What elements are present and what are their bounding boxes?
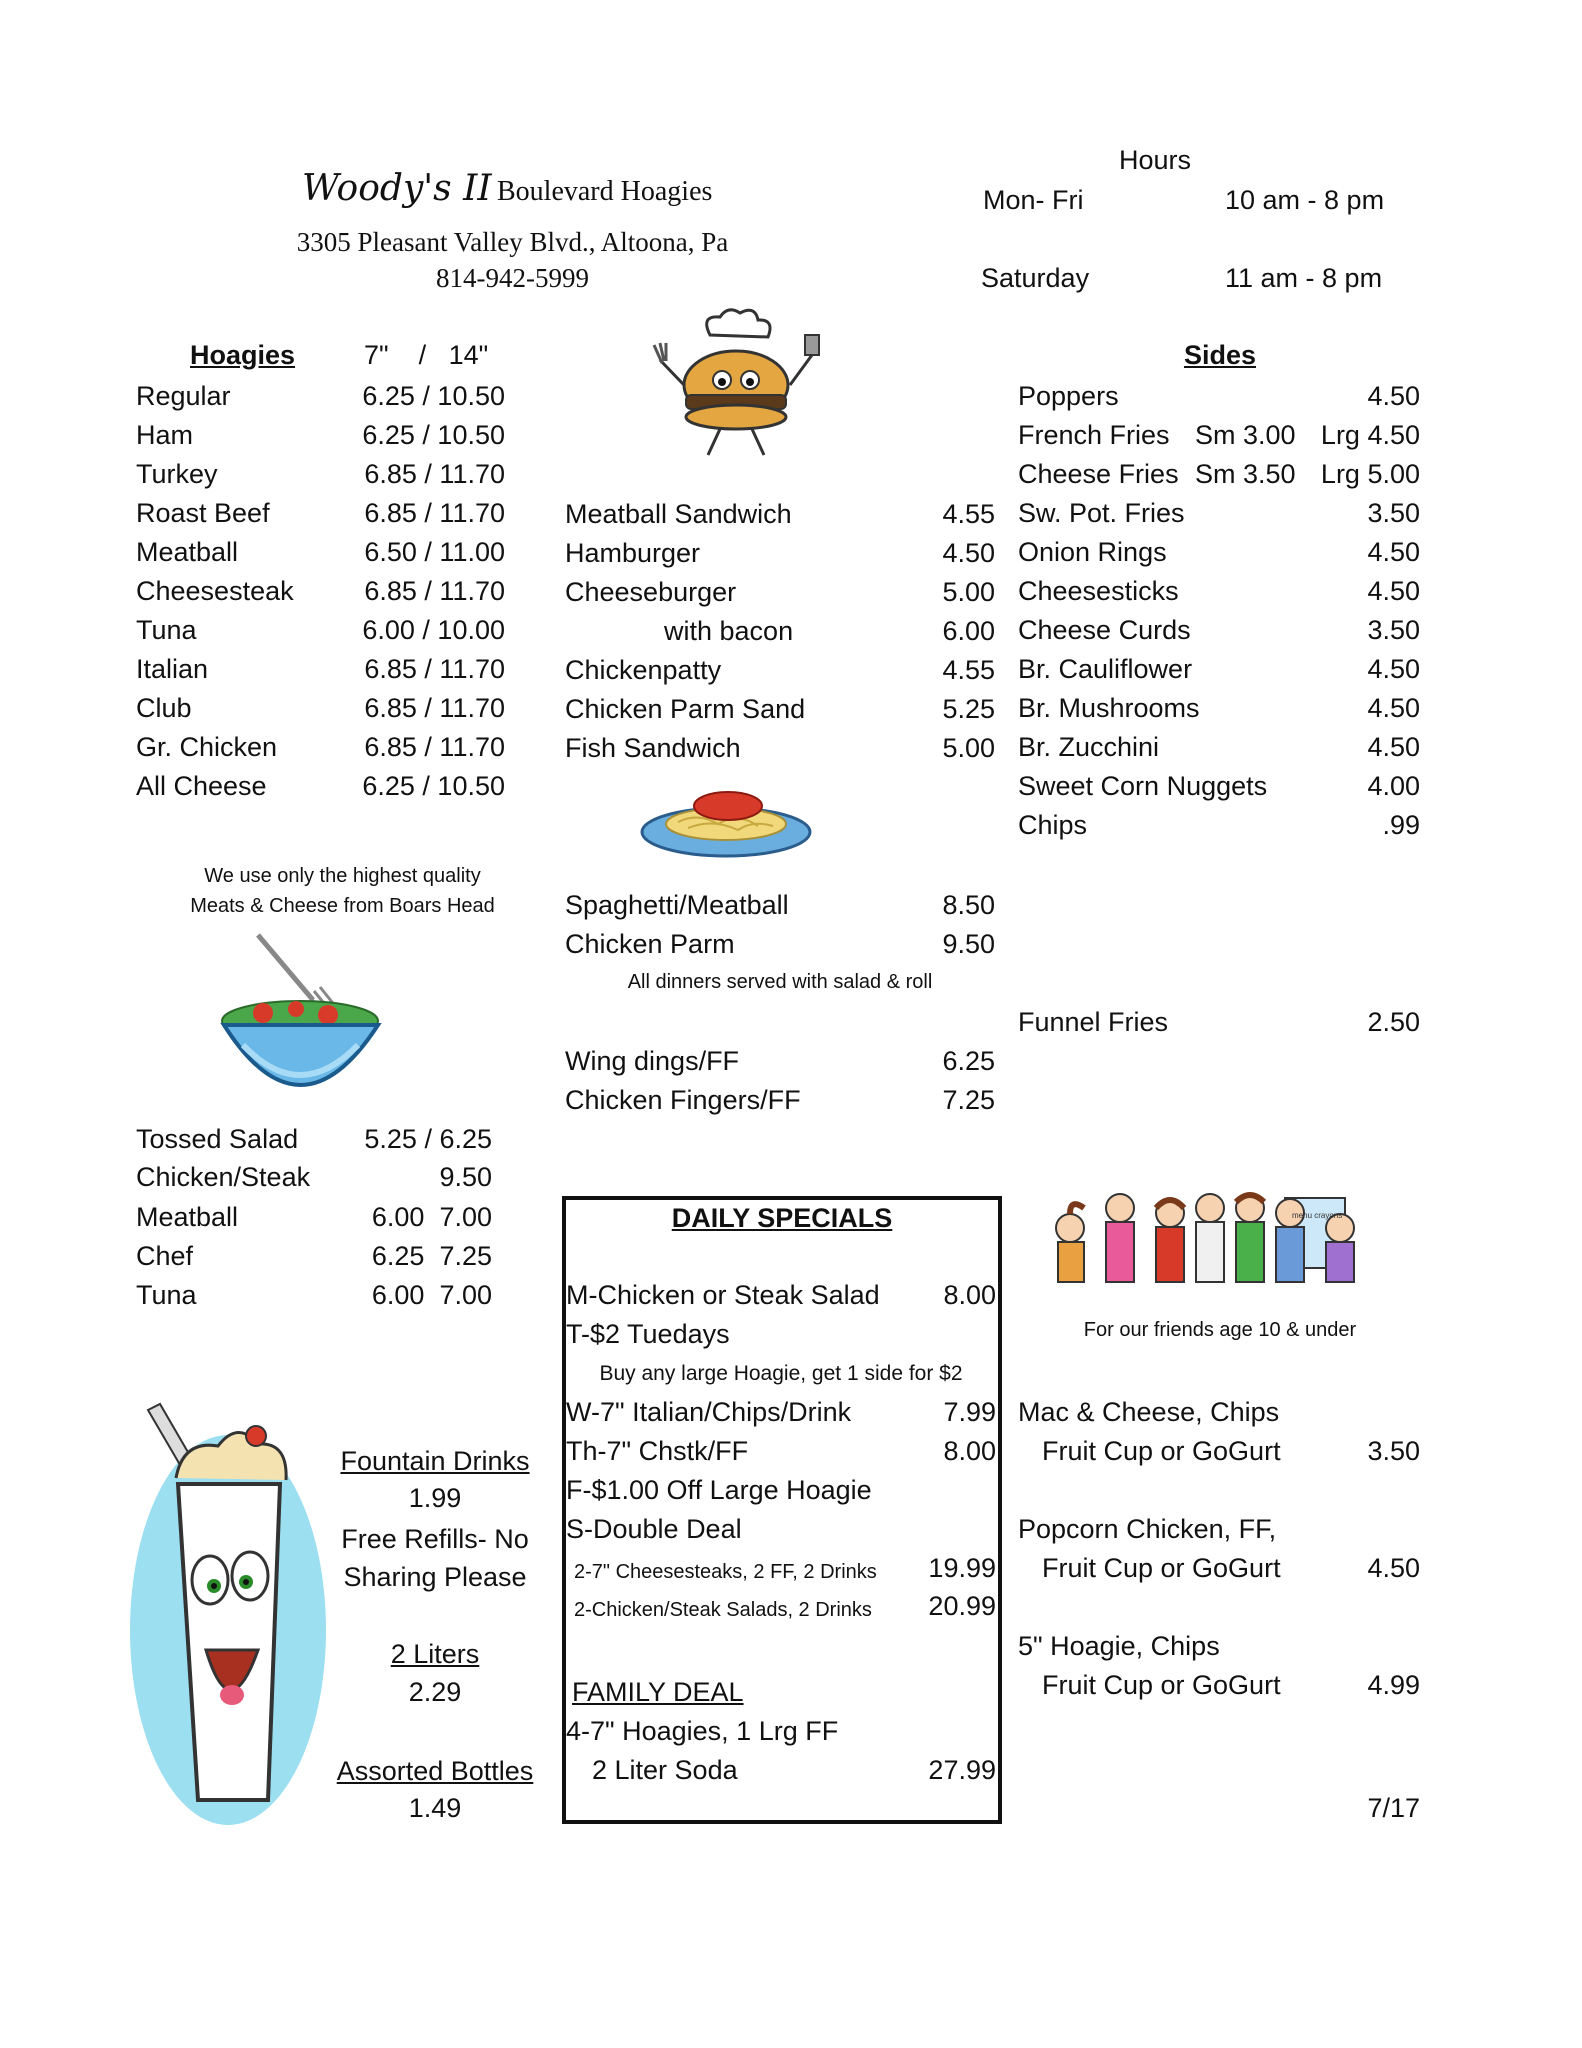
hoagie-item-price: 6.85 / 11.70 [364,693,505,723]
kids-meal-price: 4.99 [1367,1670,1420,1700]
side-item-name: Poppers [1018,381,1119,411]
hours-days-saturday: Saturday [981,263,1090,293]
special-saturday-deal2-name: 2-Chicken/Steak Salads, 2 Drinks [574,1599,872,1621]
hours-title: Hours [1118,145,1192,175]
special-saturday: S-Double Deal [566,1514,742,1544]
hoagie-item-price: 6.85 / 11.70 [364,732,505,762]
salad-item-price: 6.25 7.25 [371,1241,492,1271]
sandwich-item-price: 6.00 [942,616,995,646]
special-wednesday-price: 7.99 [943,1397,996,1427]
sandwich-item-name: Fish Sandwich [565,733,741,763]
sandwich-item-price: 5.25 [942,694,995,724]
sandwich-item-name: Hamburger [565,538,701,568]
hoagie-item-name: Turkey [136,459,218,489]
burger-mascot-icon [640,305,830,465]
hours-time-weekday: 10 am - 8 pm [1225,185,1385,215]
side-item-name: Cheesesticks [1018,576,1179,606]
hoagie-item-name: Cheesesteak [136,576,294,606]
side-item-price: 4.50 [1367,537,1420,567]
daily-specials-heading: DAILY SPECIALS [671,1203,893,1233]
special-saturday-deal1-name: 2-7" Cheesesteaks, 2 FF, 2 Drinks [574,1561,877,1583]
salad-item-price: 5.25 / 6.25 [364,1124,492,1154]
kids-sign-text: menu crayons [1292,1211,1343,1220]
hoagie-item-name: Tuna [136,615,197,645]
side-item-name: Onion Rings [1018,537,1167,567]
sandwich-item-price: 5.00 [942,733,995,763]
sandwich-item-name: with bacon [664,616,794,646]
hoagie-item-price: 6.25 / 10.50 [362,381,505,411]
salad-item-name: Tuna [136,1280,197,1310]
drink-cup-mascot-icon [128,1400,328,1830]
hoagie-item-price: 6.85 / 11.70 [364,498,505,528]
hoagie-item-price: 6.85 / 11.70 [364,576,505,606]
hoagie-item-name: Regular [136,381,231,411]
hoagie-item-price: 6.25 / 10.50 [362,771,505,801]
special-tuesday-note: Buy any large Hoagie, get 1 side for $2 [599,1362,963,1385]
side-item-name: Sw. Pot. Fries [1018,498,1185,528]
hoagie-item-name: Meatball [136,537,239,567]
hoagie-item-name: Italian [136,654,209,684]
funnel-fries-price: 2.50 [1367,1007,1420,1037]
hoagie-item-name: All Cheese [136,771,267,801]
sandwich-item-name: Cheeseburger [565,577,737,607]
salad-item-price: 9.50 [439,1162,492,1192]
side-item-price: 3.50 [1367,498,1420,528]
kids-meal-price: 3.50 [1367,1436,1420,1466]
side-item-name: Br. Mushrooms [1018,693,1200,723]
hoagie-item-name: Roast Beef [136,498,270,528]
kids-meal-line1: Popcorn Chicken, FF, [1018,1514,1277,1544]
side-item-price: Lrg 4.50 [1320,420,1420,450]
special-thursday-price: 8.00 [943,1436,996,1466]
hoagie-item-price: 6.50 / 11.00 [364,537,505,567]
wing-item-price: 7.25 [942,1085,995,1115]
special-monday-name: M-Chicken or Steak Salad [566,1280,880,1310]
special-saturday-deal2-price: 20.99 [928,1591,996,1621]
side-item-price: 3.50 [1367,615,1420,645]
hoagie-item-price: 6.00 / 10.00 [362,615,505,645]
assorted-bottles-price: 1.49 [408,1793,462,1823]
side-item-price: 4.50 [1367,381,1420,411]
dinner-item-name: Spaghetti/Meatball [565,890,789,920]
spaghetti-plate-icon [638,782,814,862]
special-tuesday: T-$2 Tuedays [566,1319,730,1349]
family-deal-line2-name: 2 Liter Soda [592,1755,738,1785]
quality-note-line2: Meats & Cheese from Boars Head [190,895,495,917]
side-item-price: Lrg 5.00 [1320,459,1420,489]
special-monday-price: 8.00 [943,1280,996,1310]
hoagie-item-name: Ham [136,420,194,450]
side-item-name: French Fries [1018,420,1170,450]
hoagie-item-price: 6.25 / 10.50 [362,420,505,450]
salad-item-price: 6.00 7.00 [371,1280,492,1310]
side-item-price: 4.50 [1367,732,1420,762]
side-item-small-price: Sm 3.00 [1195,420,1296,450]
hoagie-item-name: Club [136,693,192,723]
side-item-price: 4.00 [1367,771,1420,801]
side-item-name: Cheese Fries [1018,459,1179,489]
sandwich-item-price: 4.55 [942,499,995,529]
sandwich-item-price: 4.55 [942,655,995,685]
side-item-price: 4.50 [1367,576,1420,606]
dinner-item-price: 9.50 [942,929,995,959]
logo-script: Woody's II [302,168,492,209]
sandwich-item-name: Chickenpatty [565,655,722,685]
sandwich-item-name: Chicken Parm Sand [565,694,806,724]
fountain-drinks-price: 1.99 [408,1483,462,1513]
two-liters-price: 2.29 [408,1677,462,1707]
kids-meal-line1: Mac & Cheese, Chips [1018,1397,1280,1427]
wing-item-name: Chicken Fingers/FF [565,1085,801,1115]
side-item-name: Chips [1018,810,1088,840]
menu-date: 7/17 [1367,1793,1420,1823]
kids-meal-line1: 5" Hoagie, Chips [1018,1631,1220,1661]
free-refills-line2: Sharing Please [343,1562,527,1592]
hoagie-item-price: 6.85 / 11.70 [364,654,505,684]
restaurant-name: Boulevard Hoagies [497,176,713,207]
address: 3305 Pleasant Valley Blvd., Altoona, Pa [296,227,729,257]
side-item-name: Cheese Curds [1018,615,1191,645]
family-deal-line1: 4-7" Hoagies, 1 Lrg FF [566,1716,839,1746]
side-item-name: Sweet Corn Nuggets [1018,771,1268,801]
salad-item-name: Chef [136,1241,194,1271]
hoagies-heading: Hoagies [190,340,296,370]
dinners-note: All dinners served with salad & roll [627,971,933,993]
dinner-item-price: 8.50 [942,890,995,920]
side-item-price: 4.50 [1367,693,1420,723]
family-deal-heading: FAMILY DEAL [572,1677,744,1707]
family-deal-price: 27.99 [928,1755,996,1785]
hoagie-item-name: Gr. Chicken [136,732,278,762]
special-saturday-deal1-price: 19.99 [928,1553,996,1583]
salad-item-name: Tossed Salad [136,1124,299,1154]
kids-meal-line2: Fruit Cup or GoGurt [1042,1436,1281,1466]
side-item-name: Br. Zucchini [1018,732,1160,762]
hours-time-saturday: 11 am - 8 pm [1225,263,1383,293]
quality-note-line1: We use only the highest quality [204,865,481,887]
wing-item-price: 6.25 [942,1046,995,1076]
special-thursday-name: Th-7" Chstk/FF [566,1436,749,1466]
kids-group-icon [1040,1178,1400,1308]
special-wednesday-name: W-7" Italian/Chips/Drink [566,1397,852,1427]
kids-note: For our friends age 10 & under [1083,1319,1357,1341]
funnel-fries-name: Funnel Fries [1018,1007,1169,1037]
kids-meal-line2: Fruit Cup or GoGurt [1042,1553,1281,1583]
side-item-name: Br. Cauliflower [1018,654,1193,684]
sandwich-item-price: 4.50 [942,538,995,568]
two-liters-heading: 2 Liters [390,1639,480,1669]
wing-item-name: Wing dings/FF [565,1046,740,1076]
kids-meal-price: 4.50 [1367,1553,1420,1583]
hoagie-item-price: 6.85 / 11.70 [364,459,505,489]
sides-heading: Sides [1183,340,1257,370]
dinner-item-name: Chicken Parm [565,929,735,959]
salad-item-name: Meatball [136,1202,239,1232]
kids-meal-line2: Fruit Cup or GoGurt [1042,1670,1281,1700]
side-item-price: 4.50 [1367,654,1420,684]
special-friday: F-$1.00 Off Large Hoagie [566,1475,872,1505]
salad-bowl-icon [218,925,393,1105]
assorted-bottles-heading: Assorted Bottles [336,1756,534,1786]
phone: 814-942-5999 [436,263,589,293]
salad-item-price: 6.00 7.00 [371,1202,492,1232]
free-refills-line1: Free Refills- No [341,1524,529,1554]
side-item-small-price: Sm 3.50 [1195,459,1296,489]
side-item-price: .99 [1382,810,1420,840]
hours-days-weekday: Mon- Fri [983,185,1084,215]
salad-item-name: Chicken/Steak [136,1162,311,1192]
fountain-drinks-heading: Fountain Drinks [340,1446,530,1476]
sandwich-item-price: 5.00 [942,577,995,607]
sandwich-item-name: Meatball Sandwich [565,499,792,529]
hoagies-size-header: 7" / 14" [364,340,489,370]
